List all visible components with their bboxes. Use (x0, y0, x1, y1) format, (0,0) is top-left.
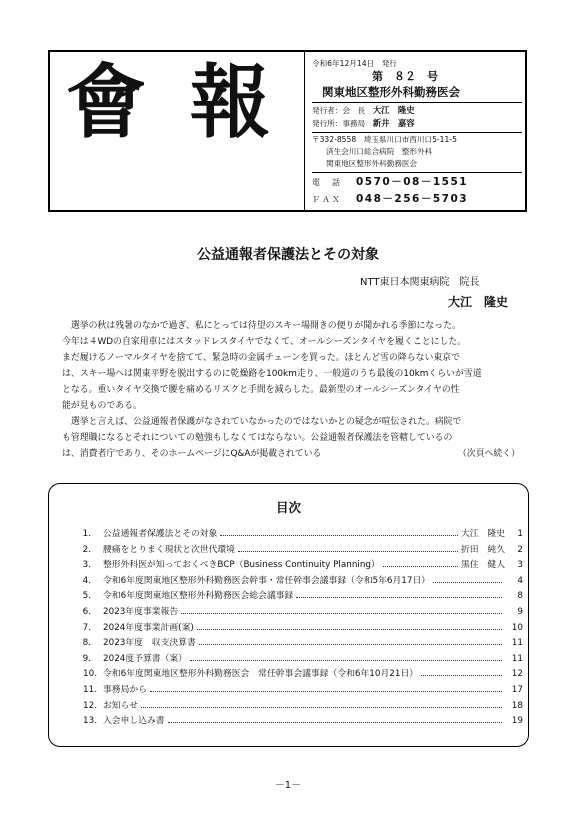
toc-item-number: 7． (82, 622, 97, 633)
body-line: 選挙の秋は残暑のなかで過ぎ、私にとっては待望のスキー場開きの便りが聞かれる季節になった。 (62, 321, 461, 331)
toc-item-title: 2023年度 収支決算書 (103, 638, 196, 649)
toc-item-author: 大江 隆史 (461, 529, 505, 539)
toc-item[interactable] (67, 635, 523, 651)
hospital-name: 済生会川口総合病院 整形外科 (326, 147, 433, 156)
body-line: 能が見ものである。 (62, 401, 142, 411)
publisher-label: 発行者：会 長 (312, 106, 366, 115)
toc-item-title: 令和6年度関東地区整形外科勤務医会 常任幹事会議事録（令和6年10月21日） (103, 669, 419, 680)
toc-item-number: 11. (83, 684, 97, 695)
toc-item-number: 9． (82, 653, 97, 664)
toc-item-title: 整形外科医が知っておくべきBCP（Business Continuity Planning） (103, 560, 380, 571)
toc-item[interactable] (67, 557, 523, 573)
toc-item-number: 13. (83, 716, 97, 727)
toc-leader (421, 669, 502, 676)
toc-item-title: 入会申し込み書 (103, 716, 165, 727)
body-line: となる。重いタイヤ交換で腰を痛めるリスクと手間を減らした。最新型のオールシーズンタイヤの性 (62, 385, 460, 395)
toc-item-page: 1 (517, 529, 523, 539)
toc-item-page: 11 (511, 653, 523, 664)
article-title: 公益通報者保護法とその対象 (197, 247, 379, 263)
author-name: 大江 隆史 (448, 295, 509, 309)
toc-item[interactable] (67, 542, 523, 558)
toc-item[interactable] (67, 620, 523, 636)
toc-item-number: 2． (82, 544, 97, 555)
toc-item-title: 2023年度事業報告 (103, 606, 179, 617)
issue-number: 第 ８２ 号 (372, 70, 438, 83)
masthead-info (312, 58, 522, 208)
toc-item[interactable] (67, 666, 523, 682)
info-divider (312, 172, 522, 173)
toc-item-title: お知らせ (103, 700, 138, 711)
toc-item-page: 8 (517, 591, 523, 602)
body-line: は、消費者庁であり、そのホームページにQ&Aが掲載されている (62, 449, 322, 459)
toc-item-number: 6． (82, 606, 97, 617)
toc-item[interactable] (67, 588, 523, 604)
toc-item-title: 2024度予算書（案） (103, 653, 187, 664)
body-line: 今年は４WDの自家用車にはスタッドレスタイヤでなくて、オールシーズンタイヤを履くことにした。 (62, 337, 467, 347)
postal-address: 〒332-8558 埼玉県川口市西川口5-11-5 (312, 135, 457, 144)
toc-item[interactable] (67, 573, 523, 589)
toc-item-page: 12 (511, 669, 523, 680)
title-char-ho: 報 (190, 55, 270, 149)
toc-heading: 目次 (275, 500, 301, 515)
toc-item[interactable] (67, 713, 523, 729)
org-office: 関東地区整形外科勤務医会 (326, 159, 418, 168)
author-affiliation: NTT東日本関東病院 院長 (360, 277, 480, 288)
toc-item[interactable] (67, 698, 523, 714)
body-line: 選挙と言えば、公益通報者保護がなされていなかったのではないかとの疑念が喧伝された。病院で (62, 417, 462, 427)
continued-note: （次頁へ続く） (457, 449, 520, 459)
masthead (48, 50, 527, 212)
toc-list (67, 526, 523, 729)
masthead-title (50, 52, 305, 210)
body-line: も管理職になるとそれについての勉強もしなくてはならない。公益通報者保護法を管轄しているの (62, 433, 453, 443)
organization-name: 関東地区整形外科勤務医会 (322, 85, 460, 99)
toc-item[interactable] (67, 682, 523, 698)
toc-leader (190, 654, 502, 661)
telephone-number: 0570－08－1551 (356, 176, 469, 188)
telephone-label: 電 話 (312, 178, 342, 187)
fax-number: 048－256－5703 (356, 193, 469, 205)
info-divider (312, 132, 522, 133)
telephone-line (312, 174, 522, 191)
toc-item-page: 18 (511, 700, 523, 711)
toc-item-number: 3． (82, 560, 97, 571)
office-label: 発行所：事務局 (312, 119, 366, 128)
toc-item[interactable] (67, 604, 523, 620)
toc-item[interactable] (67, 526, 523, 542)
toc-leader (296, 591, 502, 598)
publisher-line (312, 104, 522, 117)
fax-label: ＦＡＸ (312, 195, 342, 204)
toc-item-title: 事務局から (103, 684, 147, 695)
toc-leader (238, 545, 458, 552)
fax-line (312, 191, 522, 208)
toc-item-page: 3 (517, 560, 523, 571)
toc-leader (199, 638, 502, 645)
toc-leader (150, 685, 502, 692)
toc-item-title: 腰痛をとりまく現状と次世代環境 (103, 544, 235, 555)
body-line: は、スキー場へは関東平野を脱出するのに乾燥路を100km走り、一般道のうち最後の10kmくらいが雪道 (62, 369, 482, 379)
toc-item-title: 公益通報者保護法とその対象 (103, 529, 218, 539)
toc-item-title: 2024年度事業計画(案) (103, 622, 194, 633)
toc-item-page: 11 (511, 638, 523, 649)
toc-leader (181, 607, 502, 614)
toc-leader (220, 529, 458, 536)
toc-item[interactable] (67, 651, 523, 667)
info-divider (312, 102, 522, 103)
toc-leader (168, 716, 502, 723)
title-char-kai: 會 (66, 55, 146, 149)
toc-leader (197, 623, 502, 630)
toc-item-page: 9 (517, 606, 523, 617)
toc-leader (141, 701, 502, 708)
toc-item-page: 17 (511, 684, 523, 695)
toc-item-number: 12. (83, 700, 97, 711)
article-body (62, 318, 524, 462)
toc-item-number: 10. (83, 669, 97, 680)
body-line: まだ履けるノーマルタイヤを捨てて、緊急時の金属チェーンを買った。ほとんど雪の降らない東京で (62, 353, 460, 363)
toc-item-author: 黒住 健人 (461, 560, 505, 571)
page-number: －1－ (274, 780, 302, 791)
office-name: 新井 嘉容 (372, 118, 415, 128)
toc-item-number: 8． (82, 638, 97, 649)
publisher-name: 大江 隆史 (372, 105, 415, 115)
toc-item-page: 2 (517, 544, 523, 555)
toc-leader (433, 576, 502, 583)
toc-item-page: 19 (511, 716, 523, 727)
office-line (312, 117, 522, 130)
table-of-contents (48, 483, 529, 747)
toc-item-page: 4 (517, 575, 523, 586)
toc-item-author: 折田 純久 (461, 544, 505, 555)
toc-item-number: 5． (82, 591, 97, 602)
toc-item-page: 10 (511, 622, 523, 633)
toc-item-number: 4． (82, 575, 97, 586)
toc-item-title: 令和6年度関東地区整形外科勤務医会総会議事録 (103, 591, 294, 602)
issue-date: 令和6年12月14日 発行 (312, 59, 397, 68)
toc-leader (383, 560, 458, 567)
toc-item-number: 1． (82, 529, 97, 539)
toc-item-title: 令和6年度関東地区整形外科勤務医会幹事・常任幹事会議事録（令和5年6月17日） (103, 575, 431, 586)
